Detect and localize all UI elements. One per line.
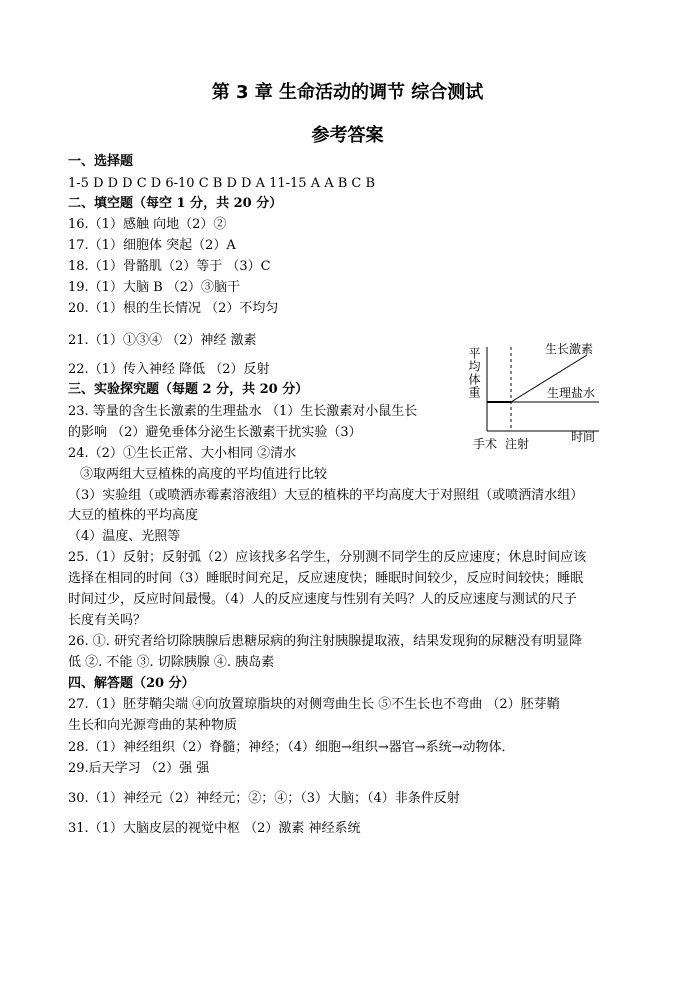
answer-line: 25.（1）反射；反射弧（2）应该找多名学生，分别测不同学生的反应速度；休息时间应该 — [68, 550, 587, 565]
page-subtitle: 参考答案 — [311, 125, 384, 146]
answer-line: （4）温度、光照等 — [68, 529, 181, 544]
answer-line: 18.（1）骨骼肌（2）等于 （3）C — [68, 259, 271, 274]
answer-line: 26. ①. 研究者给切除胰腺后患糖尿病的狗注射胰腺提取液，结果发现狗的尿糖没有明显降 — [68, 634, 583, 649]
answer-line: 的影响 （2）避免垂体分泌生长激素干扰实验（3） — [68, 425, 362, 440]
answer-line: 22.（1）传入神经 降低 （2）反射 — [68, 362, 270, 377]
answer-line: 31.（1）大脑皮层的视觉中枢 （2）激素 神经系统 — [68, 821, 361, 836]
answer-line: 选择在相同的时间（3）睡眠时间充足，反应速度快；睡眠时间较少，反应时间较快；睡眠 — [68, 571, 584, 586]
diagram-surgery-label: 手术 — [473, 437, 498, 451]
answer-line: 16.（1）感触 向地（2）② — [68, 217, 227, 232]
section-heading: 三、实验探究题（每题 2 分，共 20 分） — [68, 382, 309, 397]
page-title: 第 3 章 生命活动的调节 综合测试 — [211, 82, 484, 103]
answer-line: 28.（1）神经组织（2）脊髓；神经；（4）细胞→组织→器官→系统→动物体． — [68, 740, 515, 755]
diagram-injection-label: 注射 — [505, 437, 530, 451]
answer-line: 1-5 D D D C D 6-10 C B D D A 11-15 A A B C B — [68, 176, 376, 191]
diagram-xlabel: 时间 — [571, 430, 596, 444]
answer-line: 27.（1）胚芽鞘尖端 ④向放置琼脂块的对侧弯曲生长 ⑤不生长也不弯曲 （2）胚芽鞘 — [68, 697, 560, 712]
answer-line: （3）实验组（或喷洒赤霉素溶液组）大豆的植株的平均高度大于对照组（或喷洒清水组） — [68, 488, 584, 503]
answer-line: 29.后天学习 （2）强 强 — [68, 761, 210, 776]
answer-line: 30.（1）神经元（2）神经元；②；④；（3）大脑；（4）非条件反射 — [68, 791, 460, 806]
diagram-ylabel: 平均体重 — [467, 347, 481, 399]
answer-line: 21.（1）①③④ （2）神经 激素 — [68, 333, 257, 348]
section-heading: 二、填空题（每空 1 分，共 20 分） — [68, 196, 283, 211]
answer-line: 23. 等量的含生长激素的生理盐水 （1）生长激素对小鼠生长 — [68, 404, 418, 419]
diagram-hormone-label: 生长激素 — [545, 342, 594, 356]
section-heading: 一、选择题 — [68, 154, 134, 169]
answer-line: 低 ②. 不能 ③. 切除胰腺 ④. 胰岛素 — [68, 655, 275, 670]
answer-line: 长度有关吗？ — [68, 613, 147, 628]
answer-line: 生长和向光源弯曲的某种物质 — [68, 718, 238, 733]
section-heading: 四、解答题（20 分） — [68, 676, 195, 691]
answer-line: 时间过少，反应时间最慢。（4）人的反应速度与性别有关吗？人的反应速度与测试的尺子 — [68, 592, 577, 607]
answer-line: 19.（1）大脑 B （2）③脑干 — [68, 280, 241, 295]
answer-line: 大豆的植株的平均高度 — [68, 508, 199, 523]
growth-diagram — [455, 335, 615, 453]
answer-line: 24.（2）①生长正常、大小相同 ②清水 — [68, 446, 297, 461]
answer-line: ③取两组大豆植株的高度的平均值进行比较 — [80, 467, 328, 482]
answer-line: 17.（1）细胞体 突起（2）A — [68, 238, 236, 253]
diagram-saline-label: 生理盐水 — [547, 386, 596, 400]
answer-line: 20.（1）根的生长情况 （2）不均匀 — [68, 301, 279, 316]
